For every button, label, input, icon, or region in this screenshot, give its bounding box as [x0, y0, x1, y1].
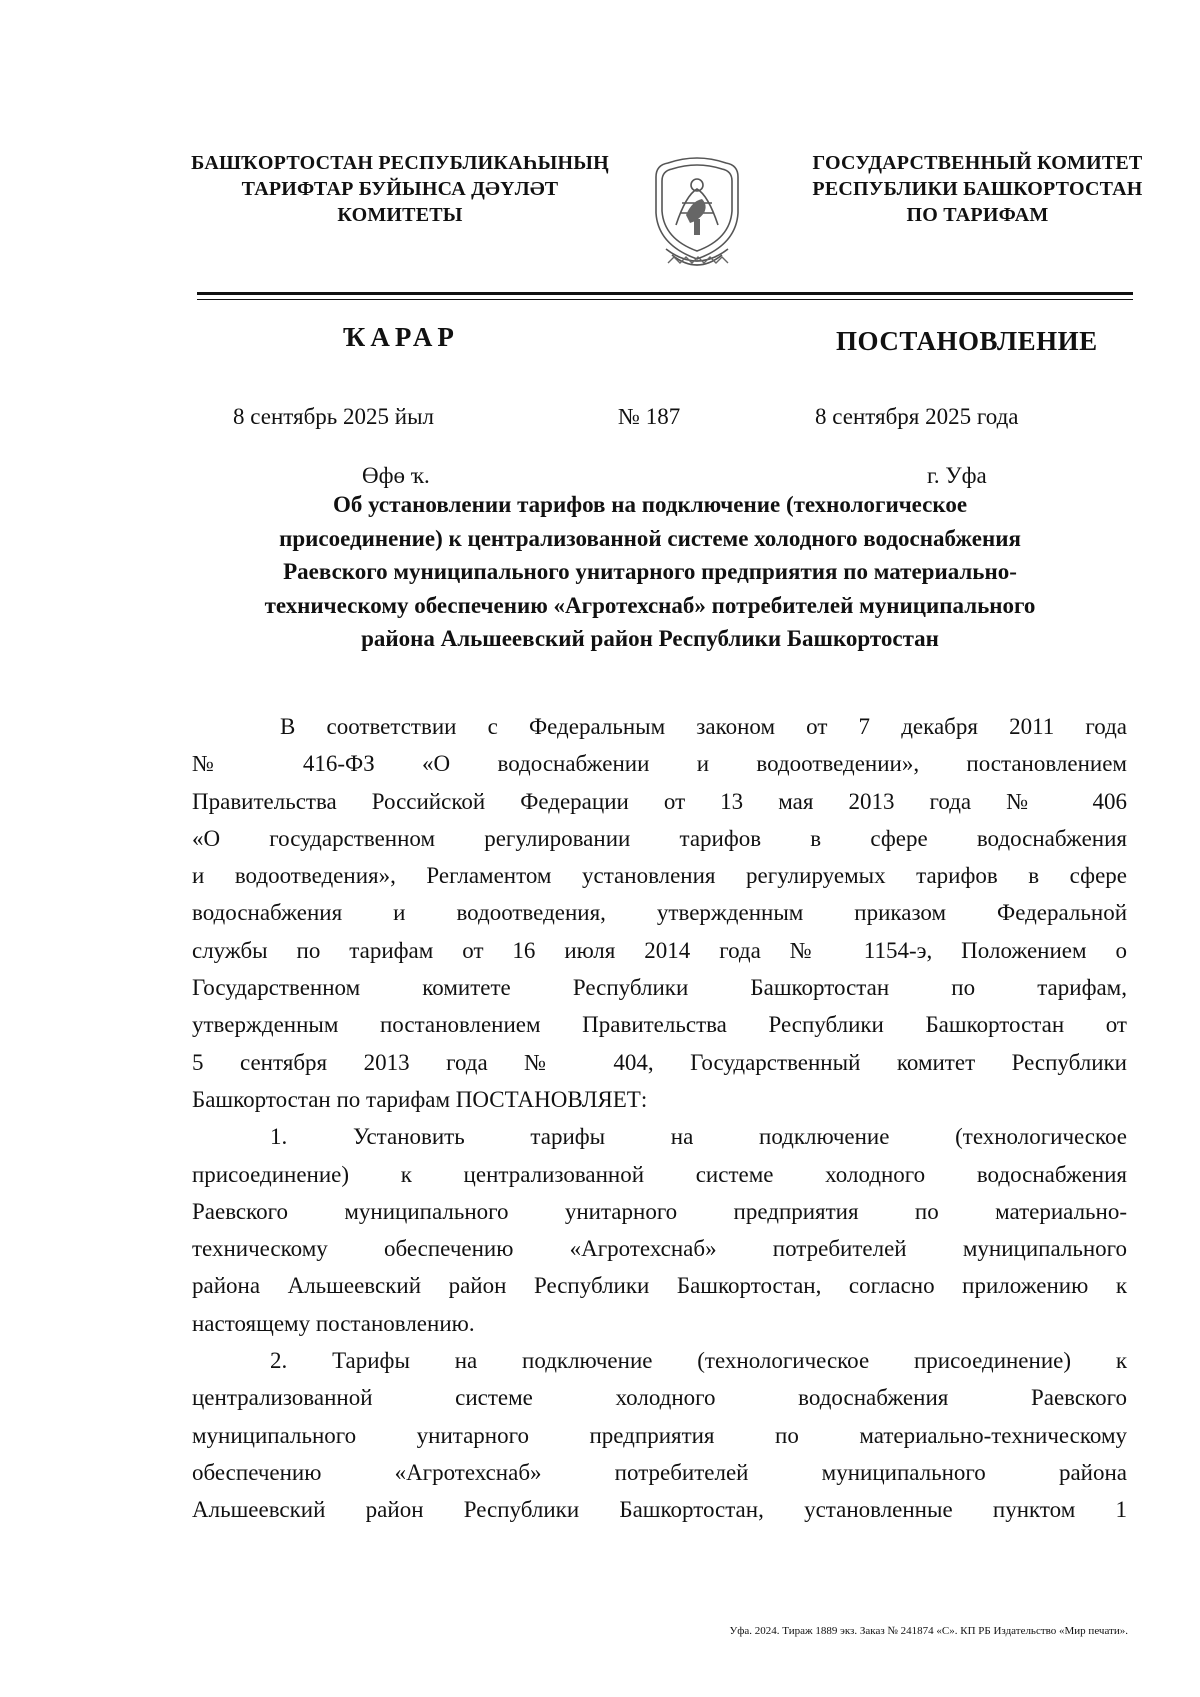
body-line: водоснабжения и водоотведения, утвержденным приказом Федеральной	[192, 900, 1127, 926]
body-line: 2. Тарифы на подключение (технологическое присоединение) к	[270, 1348, 1127, 1374]
body-line: № 416-ФЗ «О водоснабжении и водоотведении», постановлением	[192, 751, 1127, 777]
body-line: утвержденным постановлением Правительства Республики Башкортостан от	[192, 1012, 1127, 1038]
issuer-russian	[790, 150, 1165, 228]
body-line: присоединение) к централизованной системе холодного водоснабжения	[192, 1161, 1127, 1187]
coat-of-arms-emblem	[646, 155, 748, 277]
body-line: централизованной системе холодного водоснабжения Раевского	[192, 1385, 1127, 1411]
city-bashkir: Өфө ҡ.	[362, 463, 430, 488]
date-russian: 8 сентября 2025 года	[815, 404, 1019, 429]
header-divider-thin	[197, 299, 1133, 300]
doc-type-russian: ПОСТАНОВЛЕНИЕ	[836, 326, 1098, 356]
body-line: муниципального унитарного предприятия по материально-техническому	[192, 1422, 1127, 1448]
body-line: 1. Установить тарифы на подключение (технологическое	[270, 1124, 1127, 1150]
body-line: района Альшеевский район Республики Башкортостан, согласно приложению к	[192, 1273, 1127, 1299]
body-line: Правительства Российской Федерации от 13 мая 2013 года № 406	[192, 788, 1127, 814]
issuer-russian-line: ГОСУДАРСТВЕННЫЙ КОМИТЕТ	[812, 152, 1143, 174]
heading-line: присоединение) к централизованной системе холодного водоснабжения	[279, 525, 1021, 551]
issuer-russian-line: РЕСПУБЛИКИ БАШКОРТОСТАН	[812, 178, 1143, 200]
document-body	[192, 708, 1127, 1529]
body-line: «О государственном регулировании тарифов в сфере водоснабжения	[192, 825, 1127, 851]
issuer-bashkir-line: БАШҠОРТОСТАН РЕСПУБЛИКАҺЫНЫҢ	[191, 152, 609, 174]
print-footer: Уфа. 2024. Тираж 1889 экз. Заказ № 241874 «С». КП РБ Издательство «Мир печати».	[729, 1625, 1128, 1637]
issuer-bashkir-line: ТАРИФТАР БУЙЫНСА ДӘҮЛӘТ	[241, 178, 559, 200]
heading-line: Раевского муниципального унитарного предприятия по материально-	[283, 559, 1017, 584]
body-line: В соответствии с Федеральным законом от 7 декабря 2011 года	[280, 714, 1127, 739]
body-line: Раевского муниципального унитарного предприятия по материально-	[192, 1198, 1127, 1224]
body-line: настоящему постановлению.	[192, 1310, 475, 1336]
body-line: Башкортостан по тарифам ПОСТАНОВЛЯЕТ:	[192, 1086, 648, 1112]
document-number: № 187	[618, 404, 681, 429]
heading-line: Об установлении тарифов на подключение (технологическое	[332, 492, 968, 517]
city-russian: г. Уфа	[927, 463, 987, 488]
doc-type-bashkir: ҠАРАР	[343, 322, 459, 352]
body-line: службы по тарифам от 16 июля 2014 года № 1154-э, Положением о	[192, 937, 1127, 963]
body-line: 5 сентября 2013 года № 404, Государственный комитет Республики	[192, 1049, 1127, 1075]
date-bashkir: 8 сентябрь 2025 йыл	[233, 404, 435, 429]
header-divider-thick	[197, 292, 1133, 295]
body-line: и водоотведения», Регламентом установления регулируемых тарифов в сфере	[192, 863, 1127, 889]
issuer-bashkir	[180, 150, 620, 228]
heading-line: района Альшеевский район Республики Башкортостан	[361, 626, 939, 651]
body-line: Государственном комитете Республики Башкортостан по тарифам,	[192, 975, 1127, 1001]
body-line: техническому обеспечению «Агротехснаб» потребителей муниципального	[192, 1236, 1127, 1262]
issuer-bashkir-line: КОМИТЕТЫ	[337, 204, 463, 226]
body-line: Альшеевский район Республики Башкортостан, установленные пунктом 1	[192, 1497, 1127, 1523]
body-line: обеспечению «Агротехснаб» потребителей муниципального района	[192, 1459, 1127, 1485]
document-heading	[180, 488, 1120, 656]
heading-line: техническому обеспечению «Агротехснаб» потребителей муниципального	[264, 592, 1036, 618]
issuer-russian-line: ПО ТАРИФАМ	[906, 204, 1049, 226]
